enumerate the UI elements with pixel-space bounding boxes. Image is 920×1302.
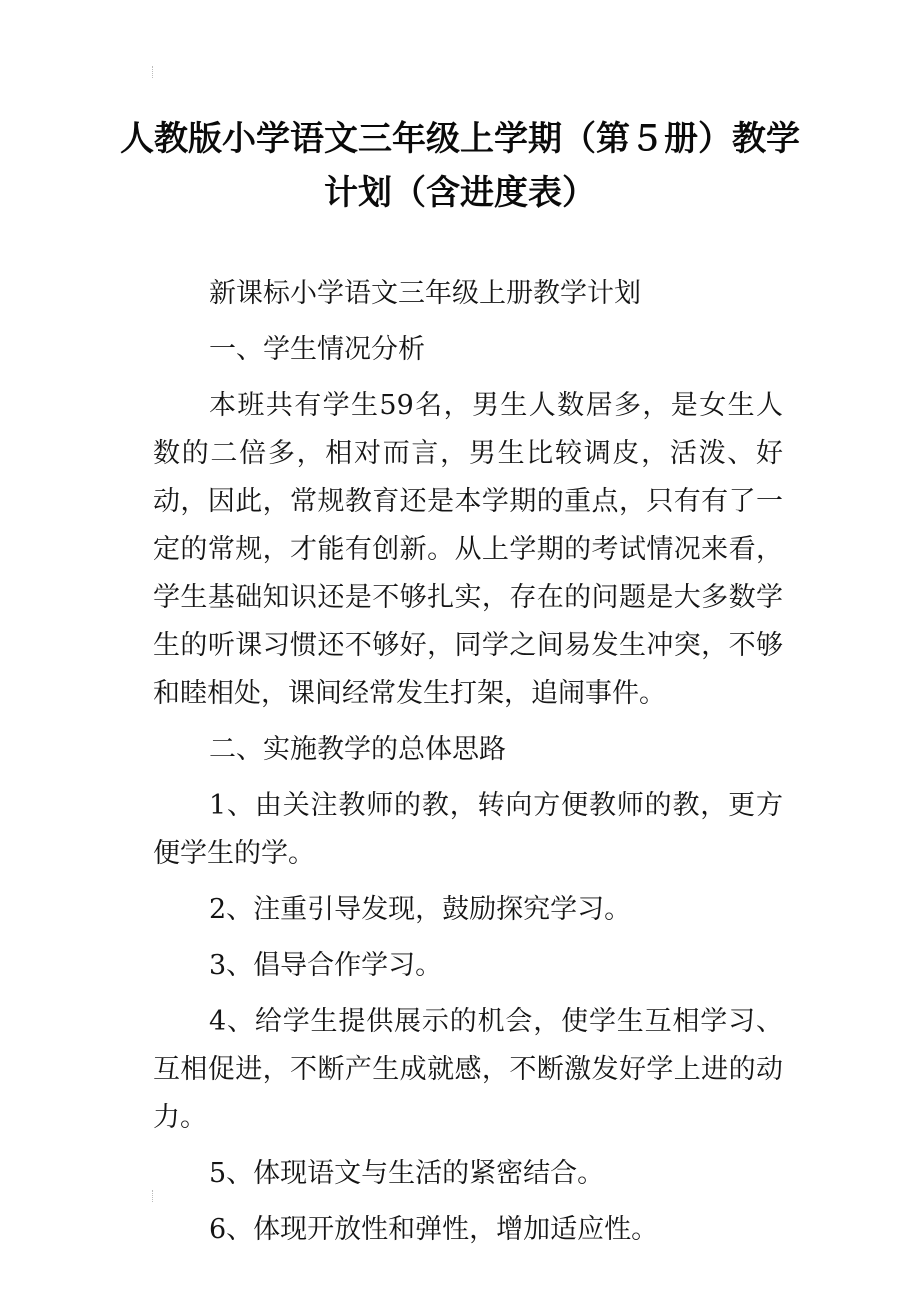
page-corner-mark [152, 66, 159, 78]
list-item: 4、给学生提供展示的机会，使学生互相学习、互相促进，不断产生成就感，不断激发好学上进的动力。 [153, 1006, 783, 1133]
list-item: 3、倡导合作学习。 [209, 950, 443, 981]
list-item: 1、由关注教师的教，转向方便教师的教，更方便学生的学。 [153, 790, 783, 869]
section-heading: 二、实施教学的总体思路 [209, 734, 506, 765]
subtitle-paragraph: 新课标小学语文三年级上册教学计划 [209, 278, 641, 309]
section-heading: 一、学生情况分析 [209, 334, 425, 365]
list-item: 6、体现开放性和弹性，增加适应性。 [209, 1214, 659, 1245]
list-item: 5、体现语文与生活的紧密结合。 [209, 1158, 605, 1189]
list-item: 2、注重引导发现，鼓励探究学习。 [209, 894, 632, 925]
document-body [153, 270, 783, 1262]
document-title: 人教版小学语文三年级上学期（第５册）教学计划（含进度表） [120, 119, 800, 213]
body-paragraph: 本班共有学生59名，男生人数居多，是女生人数的二倍多，相对而言，男生比较调皮，活泼、好动，因此，常规教育还是本学期的重点，只有有了一定的常规，才能有创新。从上学期的考试情况来看，学生基础知识还是不够扎实，存在的问题是大多数学生的听课习惯还不够好，同学之间易发生冲突，不够和睦相处，课间经常发生打架，追闹事件。 [153, 390, 783, 709]
page-corner-mark [152, 1190, 159, 1202]
